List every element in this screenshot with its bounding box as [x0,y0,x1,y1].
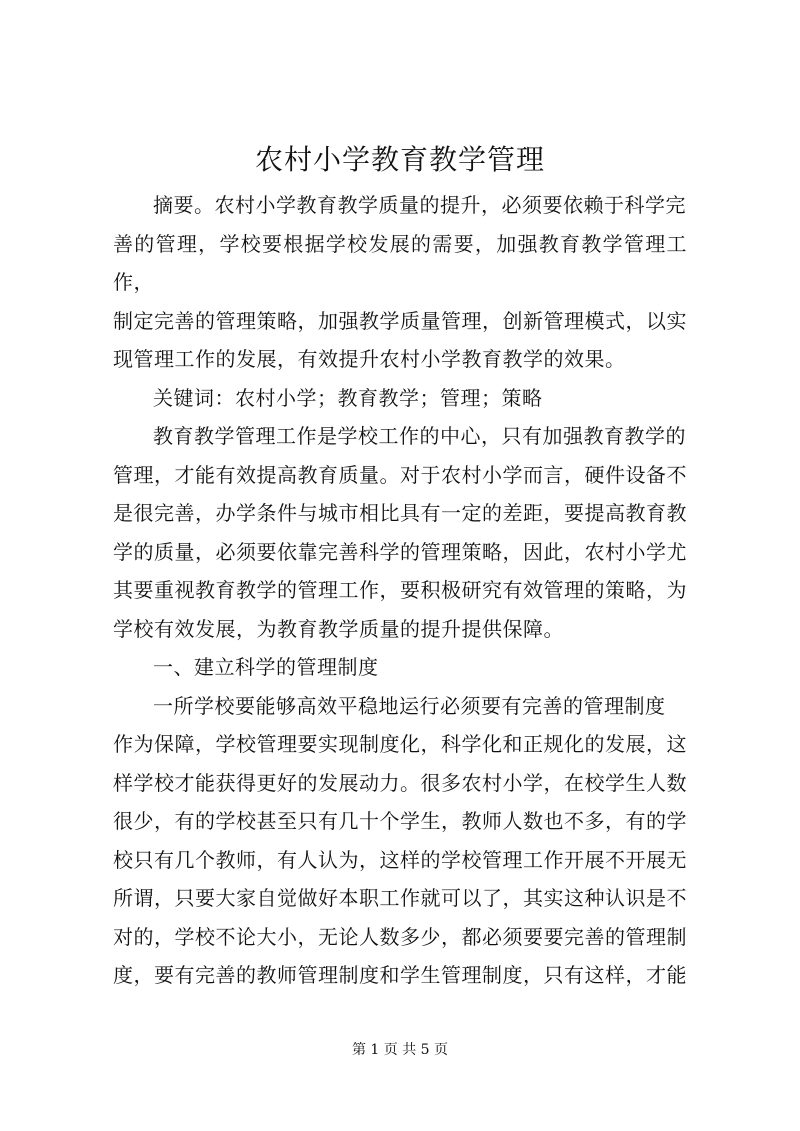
page-footer: 第 1 页 共 5 页 [351,1042,449,1058]
keywords-paragraph: 关键词：农村小学；教育教学；管理；策略 [153,385,543,410]
abstract-paragraph: 摘要。农村小学教育教学质量的提升，必须要依赖于科学完 善的管理，学校要根据学校发展的需要，加强教育教学管理工作， 制定完善的管理策略，加强教学质量管理，创新管理模式，以实 现管理工作的发展，有效提升农村小学教育教学的效果。 [113,193,687,371]
intro-paragraph: 教育教学管理工作是学校工作的中心，只有加强教育教学的 管理，才能有效提高教育质量。对于农村小学而言，硬件设备不 是很完善，办学条件与城市相比具有一定的差距，要提高教育教 学的质量，必须要依靠完善科学的管理策略，因此，农村小学尤 其要重视教育教学的管理工作，要积极研究有效管理的策略，为 学校有效发展，为教育教学质量的提升提供保障。 [113,424,687,641]
section-paragraph: 一所学校要能够高效平稳地运行必须要有完善的管理制度 作为保障，学校管理要实现制度化，科学化和正规化的发展，这 样学校才能获得更好的发展动力。很多农村小学，在校学生人数 很少，有的学校甚至只有几十个学生，教师人数也不多，有的学 校只有几个教师，有人认为，这样的学校管理工作开展不开展无 所谓，只要大家自觉做好本职工作就可以了，其实这种认识是不 对的，学校不论大小，无论人数多少，都必须要要完善的管理制 度，要有完善的教师管理制度和学生管理制度，只有这样，才能 [113,693,687,987]
document-body [113,186,687,995]
section-heading: 一、建立科学的管理制度 [153,655,379,679]
document-title: 农村小学教育教学管理 [254,143,545,176]
